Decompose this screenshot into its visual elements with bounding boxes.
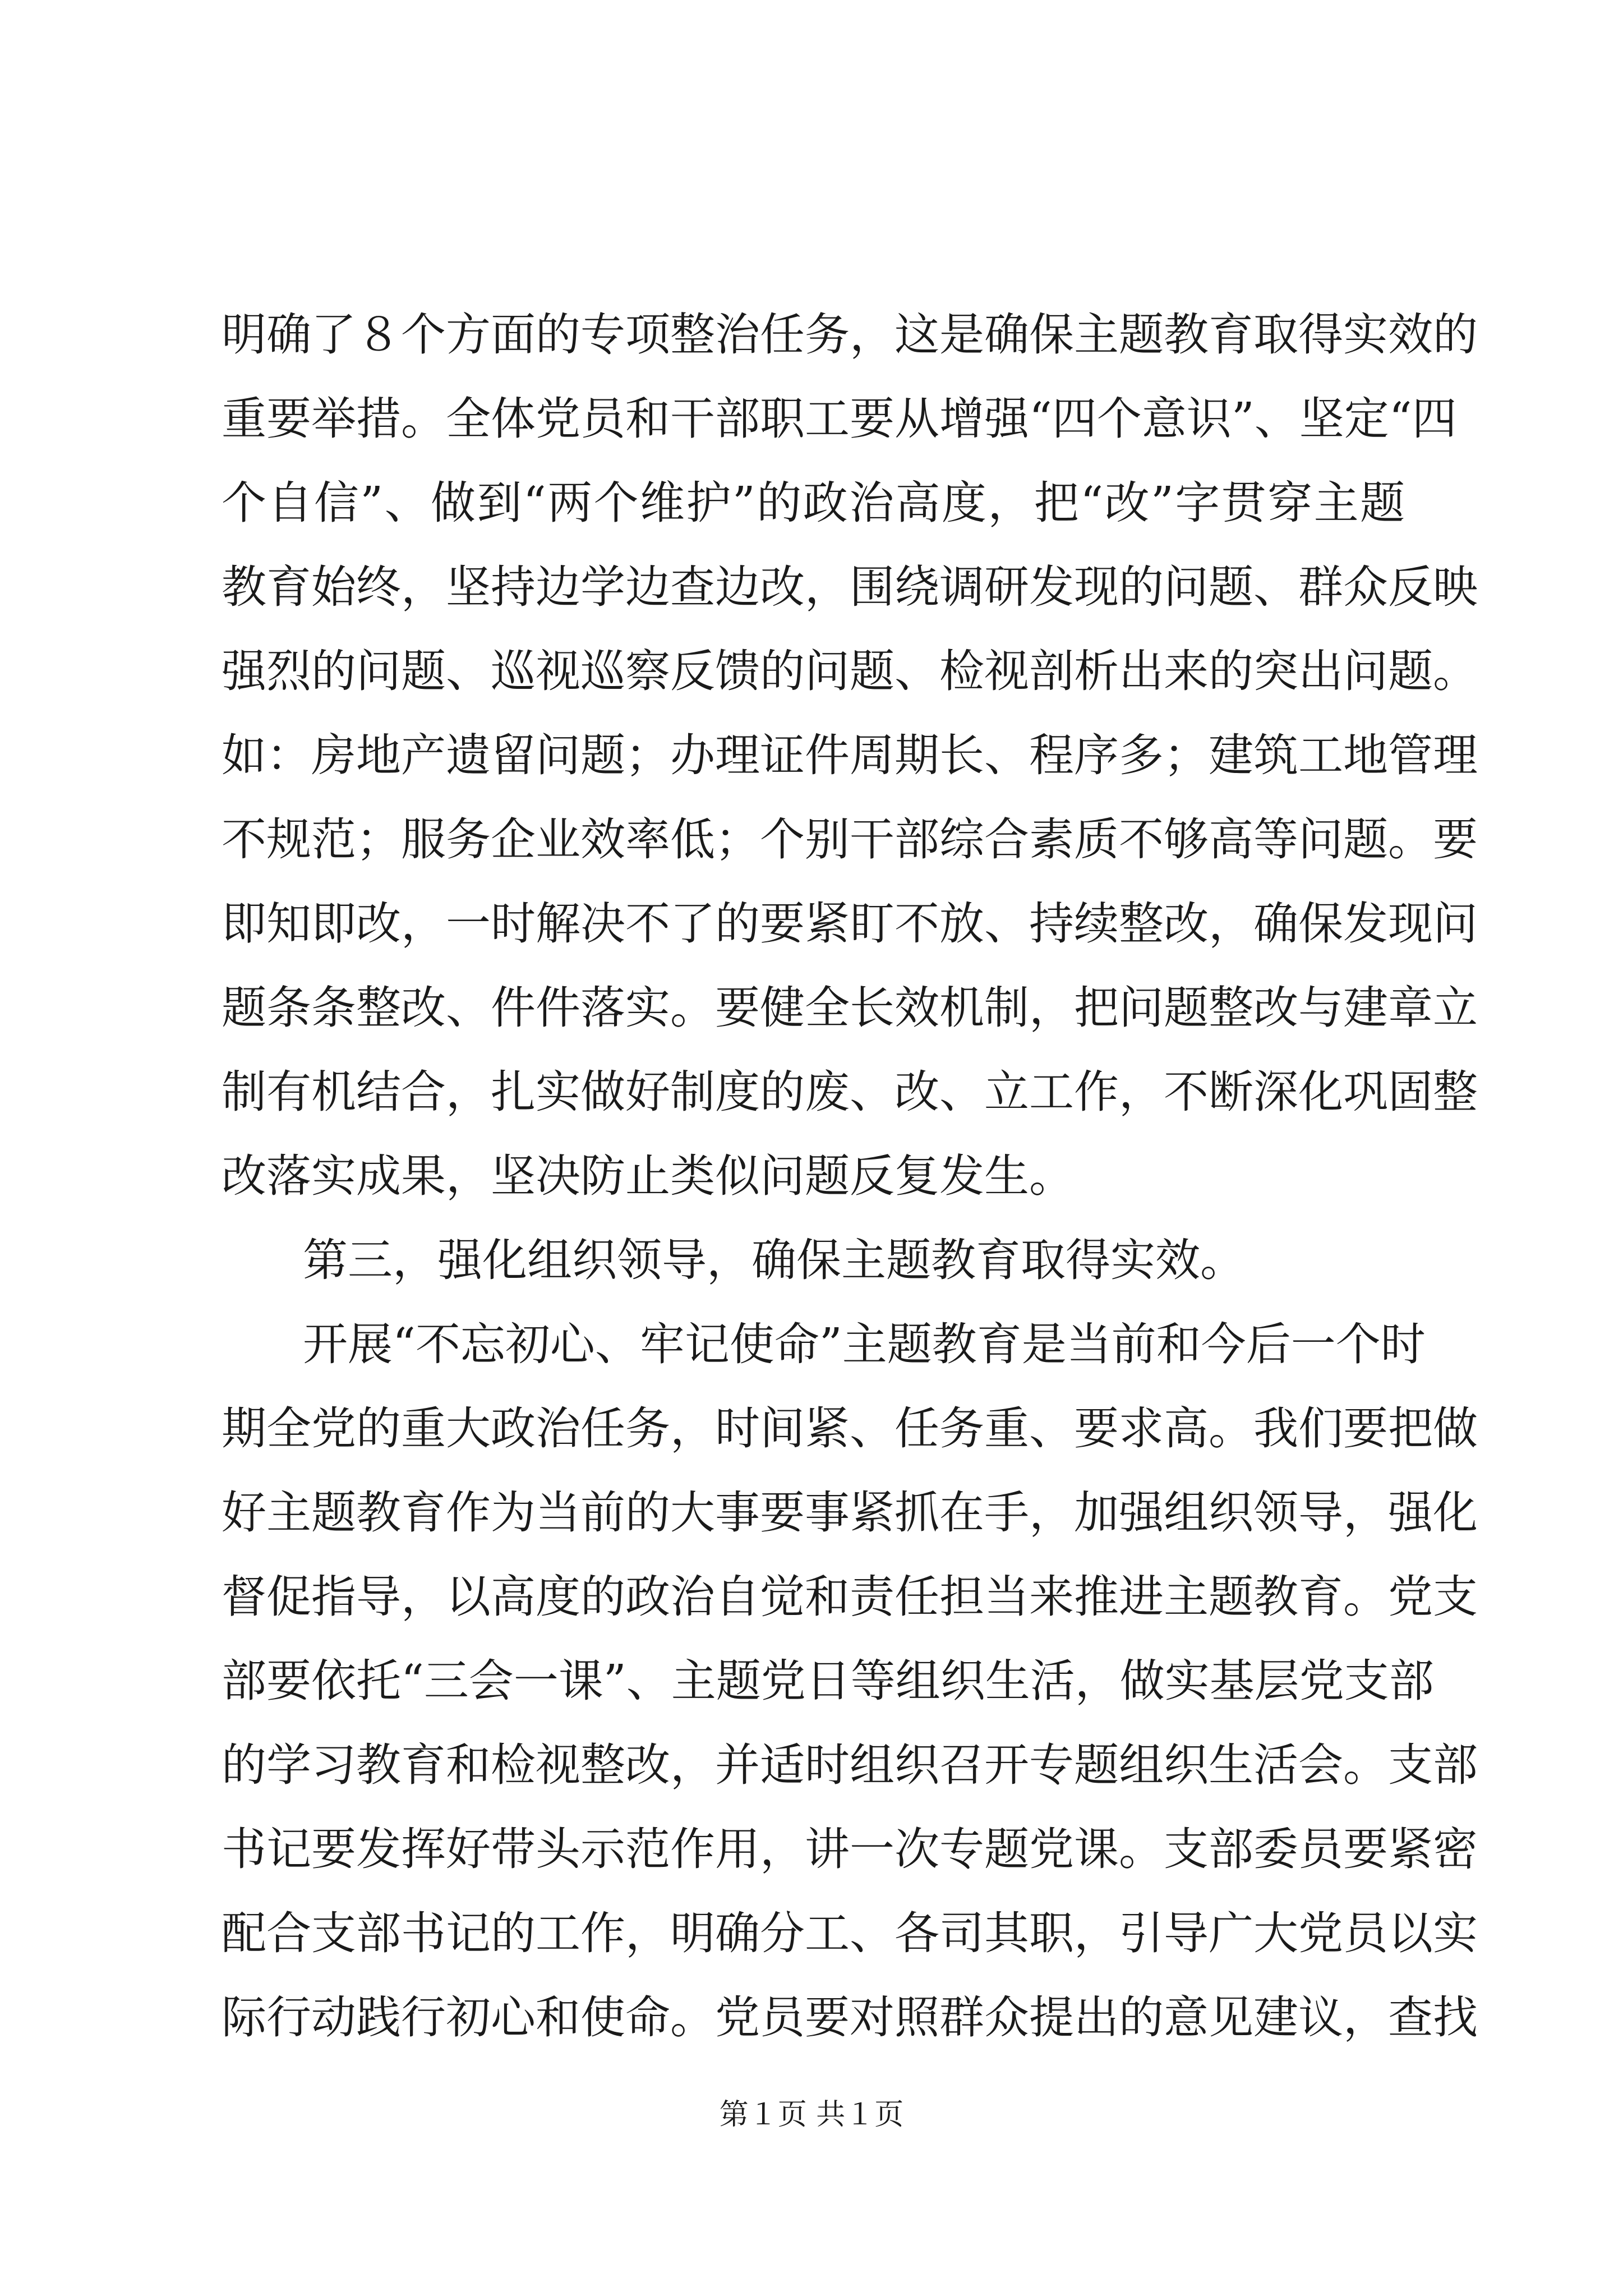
body-line: 配合支部书记的工作，明确分工、各司其职，引导广大党员以实 — [222, 1907, 1478, 1959]
body-line: 教育始终，坚持边学边查边改，围绕调研发现的问题、群众反映 — [222, 561, 1478, 613]
body-line: 题条条整改、件件落实。要健全长效机制，把问题整改与建章立 — [222, 982, 1478, 1034]
section-heading: 第三，强化组织领导，确保主题教育取得实效。 — [303, 1234, 1245, 1286]
body-line: 好主题教育作为当前的大事要事紧抓在手，加强组织领导，强化 — [222, 1487, 1478, 1539]
body-line: 书记要发挥好带头示范作用，讲一次专题党课。支部委员要紧密 — [222, 1823, 1478, 1875]
body-line: 如：房地产遗留问题；办理证件周期长、程序多；建筑工地管理 — [222, 729, 1478, 781]
body-line: 督促指导，以高度的政治自觉和责任担当来推进主题教育。党支 — [222, 1571, 1478, 1623]
body-line: 个自信”、做到“两个维护”的政治高度，把“改”字贯穿主题 — [222, 477, 1405, 529]
body-line: 开展“不忘初心、牢记使命”主题教育是当前和今后一个时 — [303, 1318, 1426, 1370]
page-footer: 第１页 共１页 — [719, 2098, 904, 2132]
body-line: 期全党的重大政治任务，时间紧、任务重、要求高。我们要把做 — [222, 1402, 1478, 1455]
body-line: 强烈的问题、巡视巡察反馈的问题、检视剖析出来的突出问题。 — [222, 645, 1478, 697]
body-line: 重要举措。全体党员和干部职工要从增强“四个意识”、坚定“四 — [222, 393, 1457, 445]
body-line: 明确了８个方面的专项整治任务，这是确保主题教育取得实效的 — [222, 309, 1478, 361]
body-line: 的学习教育和检视整改，并适时组织召开专题组织生活会。支部 — [222, 1739, 1478, 1791]
body-line: 制有机结合，扎实做好制度的废、改、立工作，不断深化巩固整 — [222, 1066, 1478, 1118]
body-line: 部要依托“三会一课”、主题党日等组织生活，做实基层党支部 — [222, 1655, 1434, 1707]
body-line: 改落实成果，坚决防止类似问题反复发生。 — [222, 1150, 1074, 1202]
body-line: 即知即改，一时解决不了的要紧盯不放、持续整改，确保发现问 — [222, 898, 1478, 950]
body-line: 不规范；服务企业效率低；个别干部综合素质不够高等问题。要 — [222, 813, 1478, 866]
body-line: 际行动践行初心和使命。党员要对照群众提出的意见建议，查找 — [222, 1991, 1478, 2044]
